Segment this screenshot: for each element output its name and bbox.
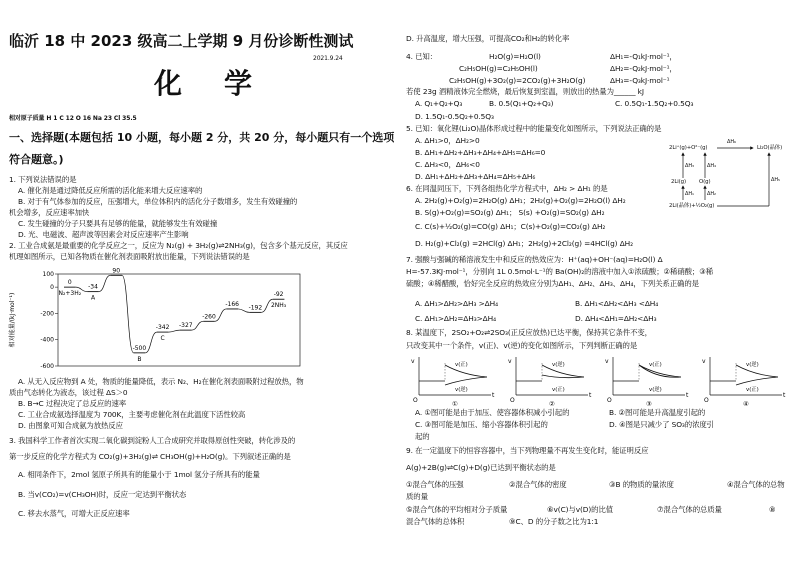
graph-label-reverse: v(逆) [455, 387, 468, 393]
step-label: C [160, 335, 165, 343]
q2-stem-cont: 机理如图所示，已知各物质在催化剂表面吸附放出能量，下列说法错误的是 [9, 252, 250, 261]
graph-t-label: t [783, 392, 786, 399]
graph-label-forward: v(逆) [552, 362, 565, 368]
graph-origin: O [704, 397, 709, 404]
diagram-top-right: Li₂O(晶体) [757, 145, 783, 151]
q7-option-d: D. ΔH₄<ΔH₁=ΔH₂<ΔH₃ [575, 314, 657, 323]
q2-option-a-cont: 质由气态转化为液态，该过程 ΔS＞0 [9, 388, 128, 397]
atomic-masses: 相对原子质量 H 1 C 12 O 16 Na 23 Cl 35.5 [9, 115, 137, 122]
q9-option-2: ②混合气体的密度 [509, 480, 567, 489]
q7-option-a: A. ΔH₁>ΔH₂>ΔH₃ >ΔH₄ [415, 299, 498, 308]
q9-option-4-cont: 质的量 [406, 492, 428, 501]
q9-option-6: ⑥v(C)与v(D)的比值 [547, 505, 614, 514]
q3-option-d: D. 升高温度，增大压强，可提高CO₂和H₂的转化率 [406, 34, 570, 43]
y-tick-label: 0 [50, 284, 54, 292]
q6-stem: 6. 在同温同压下，下列各组热化学方程式中，ΔH₂ > ΔH₁ 的是 [406, 184, 608, 193]
q1-option-a: A. 催化剂是通过降低反应所需的活化能来增大反应速率的 [18, 186, 203, 195]
graph-t-label: t [589, 392, 592, 399]
data-label: -327 [178, 322, 193, 330]
diagram-dh4: ΔH₄ [707, 163, 716, 169]
diagram-bottom: 2Li(晶体)+½O₂(g) [669, 203, 715, 209]
q3-option-c: C. 移去水蒸气，可增大正反应速率 [18, 509, 130, 518]
graph-origin: O [510, 397, 515, 404]
step-label: B [137, 355, 142, 363]
energy-profile-chart [4, 262, 304, 374]
step-label: 2NH₃ [270, 302, 287, 310]
q4-eq1: H₂O(g)=H₂O(l) [489, 52, 541, 61]
q4-dh1: ΔH₁=-Q₁kJ·mol⁻¹， [610, 52, 677, 61]
y-tick-label: -200 [40, 310, 54, 318]
graph-number: ③ [646, 400, 652, 407]
section1-heading: 一、选择题(本题包括 10 小题，每小题 2 分，共 20 分，每小题只有一个选项 [9, 131, 395, 144]
q2-stem: 2. 工业合成氨是最重要的化学反应之一，反应为 N₂(g) + 3H₂(g)⇌2NH₃(g)，包含多个基元反应，其反应 [9, 241, 348, 250]
graph-number: ② [549, 400, 555, 407]
q4-question: 若使 23g 酒精液体完全燃烧，最后恢复到室温，则放出的热量为______ kJ [406, 87, 644, 96]
graph-number: ④ [743, 400, 749, 407]
diagram-mid-right: O(g) [699, 179, 711, 185]
y-tick-label: -400 [40, 336, 54, 344]
q9-option-5: ⑤混合气体的平均相对分子质量 [406, 505, 508, 514]
q9-option-9: ⑨C、D 的分子数之比为1:1 [509, 517, 599, 526]
data-label: 90 [112, 267, 121, 275]
q8-stem: 8. 某温度下，2SO₂+O₂⇌2SO₃(正反应放热)已达平衡，保持其它条件不变， [406, 328, 652, 337]
q4-dh2: ΔH₂=-Q₂kJ·mol⁻¹， [610, 64, 677, 73]
q2-option-a: A. 从无入反应物到 A 处，物质的能量降低，表示 N₂、H₂在催化剂表面吸附过程放热，物 [18, 377, 304, 386]
energy-transition [192, 321, 204, 330]
q9-option-7: ⑦混合气体的总质量 [657, 505, 722, 514]
right-column [397, 0, 794, 561]
q4-eq2: C₂H₅OH(g)=C₂H₅OH(l) [459, 64, 538, 73]
energy-transition [215, 309, 227, 321]
data-label: -342 [155, 324, 170, 332]
q9-option-3: ③B 的物质的量浓度 [609, 480, 674, 489]
energy-transition [99, 275, 111, 291]
diagram-top-left: 2Li⁺(g)+O²⁻(g) [669, 145, 708, 151]
graph-v-label: v [605, 358, 609, 365]
q9-option-4: ④混合气体的总物 [727, 480, 785, 489]
y-tick-label: -600 [40, 363, 54, 370]
q4-option-b: B. 0.5(Q₁+Q₂+Q₃) [489, 99, 554, 108]
y-tick-label: 100 [42, 271, 54, 278]
q5-option-b: B. ΔH₁+ΔH₂+ΔH₃+ΔH₄+ΔH₅=ΔH₆=0 [415, 148, 546, 157]
graph-label-reverse: v(正) [746, 387, 759, 393]
q4-dh3: ΔH₃=-Q₃kJ·mol⁻¹ [610, 76, 670, 85]
graph-label-forward: v(逆) [746, 362, 759, 368]
diagram-dh2: ΔH₂ [707, 191, 716, 197]
rate-curve-reverse [736, 377, 778, 385]
section1-heading-cont: 符合题意。) [9, 153, 64, 166]
graph-label-reverse: v(逆) [649, 387, 662, 393]
q6-option-a: A. 2H₂(g)+O₂(g)=2H₂O(g) ΔH₁；2H₂(g)+O₂(g)=2H₂O(l) ΔH₂ [415, 196, 626, 205]
q8-option-d-cont: 起的 [415, 432, 430, 441]
q1-option-b: B. 对于有气体参加的反应，压强增大，单位体积内的活化分子数增多，发生有效碰撞的 [18, 197, 298, 206]
q1-option-d: D. 光、电磁波、超声波等因素会对反应速率产生影响 [18, 230, 189, 239]
graph-t-label: t [686, 392, 689, 399]
diagram-mid-left: 2Li(g) [671, 179, 686, 185]
q7-option-c: C. ΔH₁>ΔH₂=ΔH₃>ΔH₄ [415, 314, 496, 323]
q8-option-c: C. ③图可能是加压、缩小容器体积引起的 [415, 420, 548, 429]
q5-option-c: C. ΔH₃<0，ΔH₆<0 [415, 160, 480, 169]
q6-option-b: B. S(g)+O₂(g)=SO₂(g) ΔH₁； S(s) +O₂(g)=SO₂(g) ΔH₂ [415, 208, 605, 217]
q3-stem: 3. 我国科学工作者首次实现二氧化碳到淀粉人工合成研究并取得原创性突破，转化涉及的 [9, 436, 296, 445]
q9-option-8-cont: 混合气体的总体积 [406, 517, 465, 526]
q9-stem: 9. 在一定温度下的恒容容器中，当下列物理量不再发生变化时，能证明反应 [406, 446, 649, 455]
y-axis-label: 相对能量/(kJ·mol⁻¹) [9, 292, 16, 348]
q4-option-d: D. 1.5Q₁-0.5Q₂+0.5Q₃ [415, 112, 494, 121]
step-label: A [90, 294, 96, 302]
exam-date: 2021.9.24 [313, 55, 343, 62]
rate-curve-reverse [445, 377, 487, 385]
diagram-dh5: ΔH₅ [771, 177, 780, 183]
q7-stem-cont1: H=-57.3KJ·mol⁻¹，分别向 1L 0.5mol·L⁻¹的 Ba(OH)₂的溶液中加入①浓硫酸；②稀硝酸；③稀 [406, 267, 714, 276]
q7-stem-cont2: 硫酸；④稀醋酸，恰好完全反应的热效应分别为ΔH₁、ΔH₂、ΔH₃、ΔH₄，下列关系正确的是 [406, 279, 699, 288]
data-label: -260 [202, 313, 216, 321]
q3-option-a: A. 相同条件下，2mol 氢原子所具有的能量小于 1mol 氢分子所具有的能量 [18, 470, 260, 479]
q4-option-c: C. 0.5Q₁-1.5Q₂+0.5Q₃ [615, 99, 694, 108]
graph-label-forward: v(正) [455, 362, 468, 368]
graph-origin: O [413, 397, 418, 404]
graph-t-label: t [492, 392, 495, 399]
energy-transition [168, 330, 180, 332]
q1-option-b-cont: 机会增多，反应速率加快 [9, 208, 90, 217]
li2o-energy-diagram [669, 136, 791, 214]
q3-option-b: B. 当v(CO₂)=v(CH₃OH)时，反应一定达到平衡状态 [18, 490, 187, 499]
energy-transition [145, 332, 157, 353]
data-label: -92 [273, 291, 284, 299]
graph-label-forward: v(正) [649, 362, 662, 368]
q3-stem-cont: 第一步反应的化学方程式为 CO₂(g)+3H₂(g)⇌ CH₃OH(g)+H₂O(g)。下列叙述正确的是 [9, 452, 291, 461]
data-label: -34 [88, 283, 98, 291]
diagram-dh6: ΔH₆ [727, 139, 736, 145]
q1-option-c: C. 发生碰撞的分子只要具有足够的能量，就能够发生有效碰撞 [18, 219, 218, 228]
q1-stem: 1. 下列说法错误的是 [9, 175, 77, 184]
rate-time-graphs [405, 351, 793, 407]
diagram-dh1: ΔH₁ [685, 191, 694, 197]
q2-option-c: C. 工业合成氨选择温度为 700K，主要考虑催化剂在此温度下活性较高 [18, 410, 246, 419]
diagram-dh3: ΔH₃ [685, 163, 694, 169]
q8-option-b: B. ②图可能是升高温度引起的 [609, 408, 706, 417]
exam-title: 临沂 18 中 2023 级高二上学期 9 月份诊断性测试 [9, 32, 354, 50]
q4-eq3: C₂H₅OH(g)+3O₂(g)=2CO₂(g)+3H₂O(g) [449, 76, 586, 85]
graph-number: ① [452, 400, 458, 407]
q7-stem: 7. 强酸与强碱的稀溶液发生中和反应的热效应为：H⁺(aq)+OH⁻(aq)=H₂O(l) Δ [406, 255, 663, 264]
data-label: 0 [67, 279, 72, 287]
graph-v-label: v [702, 358, 706, 365]
graph-v-label: v [411, 358, 415, 365]
q4-option-a: A. Q₁+Q₂+Q₃ [415, 99, 463, 108]
q5-option-a: A. ΔH₁>0，ΔH₂>0 [415, 136, 480, 145]
q8-option-a: A. ①图可能是由于加压、使容器体积减小引起的 [415, 408, 570, 417]
graph-v-label: v [508, 358, 512, 365]
q5-option-d: D. ΔH₁+ΔH₂+ΔH₃+ΔH₄=ΔH₅+ΔH₆ [415, 172, 536, 181]
data-label: -192 [248, 304, 263, 312]
q8-stem-cont: 只改变其中一个条件，v(正)、v(逆)的变化如图所示，下列判断正确的是 [406, 341, 638, 350]
q4-stem: 4. 已知： [406, 52, 437, 61]
q9-reaction: A(g)+2B(g)⇌C(g)+D(g)已达到平衡状态的是 [406, 463, 556, 472]
data-label: -166 [225, 300, 240, 308]
q2-option-d: D. 由图象可知合成氨为放热反应 [18, 421, 123, 430]
step-label: N₂+3H₂ [58, 290, 82, 298]
graph-origin: O [607, 397, 612, 404]
energy-transition [122, 275, 134, 353]
subject-char-2: 学 [224, 67, 253, 100]
q6-option-d: D. H₂(g)+Cl₂(g) =2HCl(g) ΔH₁；2H₂(g)+2Cl₂(g) =4HCl(g) ΔH₂ [415, 239, 633, 248]
subject-char-1: 化 [154, 67, 183, 100]
graph-label-reverse: v(正) [552, 387, 565, 393]
q9-option-8: ⑧ [769, 505, 776, 514]
q2-option-b: B. B→C 过程决定了总反应的速率 [18, 399, 127, 408]
q6-option-c: C. C(s)+½O₂(g)=CO(g) ΔH₁；C(s)+O₂(g)=CO₂(g) ΔH₂ [415, 222, 606, 231]
q5-stem: 5. 已知：氧化锂(Li₂O)晶体形成过程中的能量变化如图所示，下列说法正确的是 [406, 124, 662, 133]
q7-option-b: B. ΔH₁<ΔH₂<ΔH₃ <ΔH₄ [575, 299, 659, 308]
data-label: -500 [132, 344, 147, 352]
q8-option-d: D. ④图是只减少了 SO₃的浓度引 [609, 420, 714, 429]
q9-option-1: ①混合气体的压强 [406, 480, 464, 489]
